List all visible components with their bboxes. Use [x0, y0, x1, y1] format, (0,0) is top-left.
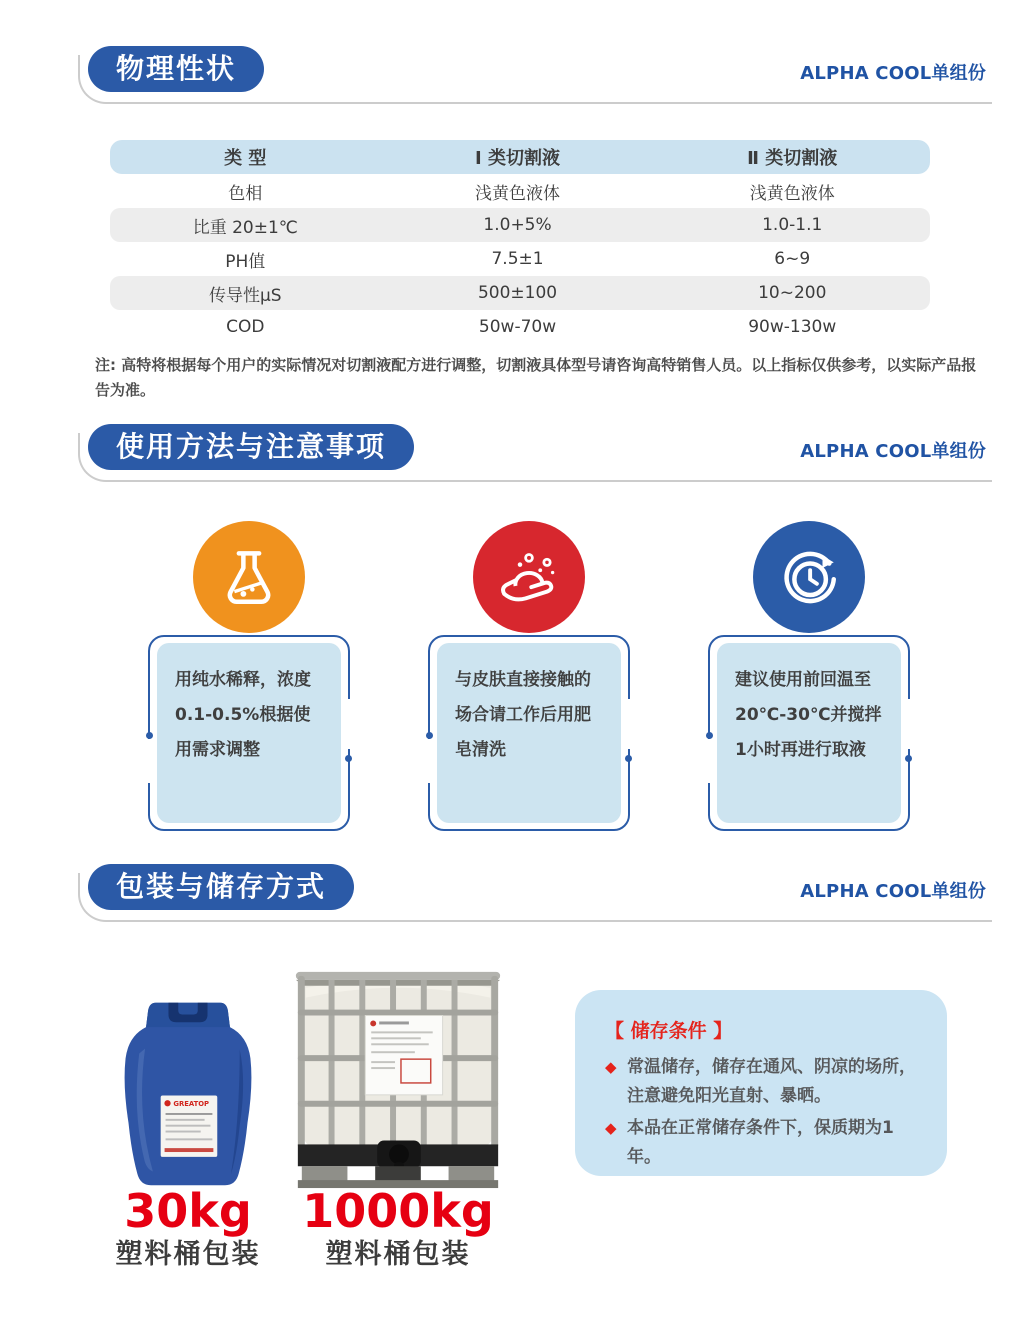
table-cell: 传导性μS [208, 285, 282, 306]
table-cell: 7.5±1 [491, 249, 544, 269]
corner-dot [625, 755, 632, 762]
section-title-pill [88, 424, 414, 470]
blue-drum-image [108, 993, 268, 1193]
diamond-bullet-icon: ◆ [605, 1119, 617, 1137]
product-label-30kg [98, 1185, 278, 1273]
usage-card [708, 635, 910, 831]
ibc-tote-image [283, 958, 513, 1194]
table-header-cell: Ⅰ 类切割液 [475, 148, 561, 169]
section-title: 物理性状 [116, 52, 237, 85]
diamond-bullet-icon: ◆ [605, 1058, 617, 1076]
storage-item-text: 常温储存，储存在通风、阴凉的场所，注意避免阳光直射、暴晒。 [627, 1057, 916, 1106]
table-cell: 1.0-1.1 [762, 215, 823, 235]
table-header-row [110, 140, 930, 174]
table-cell: 10~200 [758, 283, 827, 303]
usage-card-text: 建议使用前回温至20℃-30℃并搅拌1小时再进行取液 [717, 643, 901, 823]
storage-title: 【 储存条件 】 [605, 1020, 733, 1042]
table-cell: 比重 20±1℃ [192, 217, 298, 238]
corner-dot [345, 755, 352, 762]
section-header-usage [78, 424, 1012, 486]
table-cell: 90w-130w [748, 317, 837, 337]
corner-dot [905, 755, 912, 762]
usage-card-text: 与皮肤直接接触的场合请工作后用肥皂清洗 [437, 643, 621, 823]
table-row [110, 310, 930, 344]
flask-icon [193, 521, 305, 633]
table-cell: 色相 [228, 183, 263, 204]
corner-dot [706, 732, 713, 739]
table-cell: 浅黄色液体 [749, 183, 835, 204]
section-title: 使用方法与注意事项 [116, 430, 387, 463]
section-header-packaging [78, 864, 1012, 926]
storage-item [605, 1114, 921, 1172]
table-cell: 浅黄色液体 [475, 183, 561, 204]
table-header-cell: 类 型 [224, 148, 267, 169]
corner-dot [426, 732, 433, 739]
usage-cards [148, 521, 910, 833]
table-cell: 6~9 [774, 249, 811, 269]
corner-dot [146, 732, 153, 739]
spec-table [110, 140, 930, 344]
brand-label: ALPHA COOL单组份 [800, 63, 986, 84]
storage-conditions-box [575, 990, 947, 1176]
table-row [110, 208, 930, 242]
section-header-physical [78, 46, 1012, 108]
table-cell: 50w-70w [478, 317, 557, 337]
product-weight: 30kg [124, 1184, 252, 1238]
brand-label: ALPHA COOL单组份 [800, 881, 986, 902]
table-cell: 500±100 [477, 283, 558, 303]
table-cell: PH值 [225, 251, 266, 272]
product-weight: 1000kg [302, 1184, 494, 1238]
product-type: 塑料桶包装 [115, 1239, 261, 1270]
storage-item [605, 1053, 921, 1111]
section-title: 包装与储存方式 [116, 870, 327, 903]
clock-icon [753, 521, 865, 633]
table-cell: COD [226, 317, 265, 337]
table-header-cell: Ⅱ 类切割液 [747, 148, 838, 169]
section-title-pill [88, 864, 354, 910]
table-cell: 1.0+5% [483, 215, 552, 235]
svg-text:GREATOP: GREATOP [173, 1100, 210, 1109]
product-label-1000kg [283, 1185, 513, 1273]
product-type: 塑料桶包装 [325, 1239, 471, 1270]
table-row [110, 174, 930, 208]
usage-card [428, 635, 630, 831]
table-row [110, 276, 930, 310]
section-title-pill [88, 46, 264, 92]
usage-card-text: 用纯水稀释，浓度0.1-0.5%根据使用需求调整 [157, 643, 341, 823]
usage-card [148, 635, 350, 831]
table-footnote: 注: 高特将根据每个用户的实际情况对切割液配方进行调整，切割液具体型号请咨询高特销售人员。以上指标仅供参考，以实际产品报告为准。 [95, 356, 977, 399]
storage-item-text: 本品在正常储存条件下，保质期为1年。 [627, 1118, 894, 1167]
hand-wash-icon [473, 521, 585, 633]
brand-label: ALPHA COOL单组份 [800, 441, 986, 462]
table-row [110, 242, 930, 276]
